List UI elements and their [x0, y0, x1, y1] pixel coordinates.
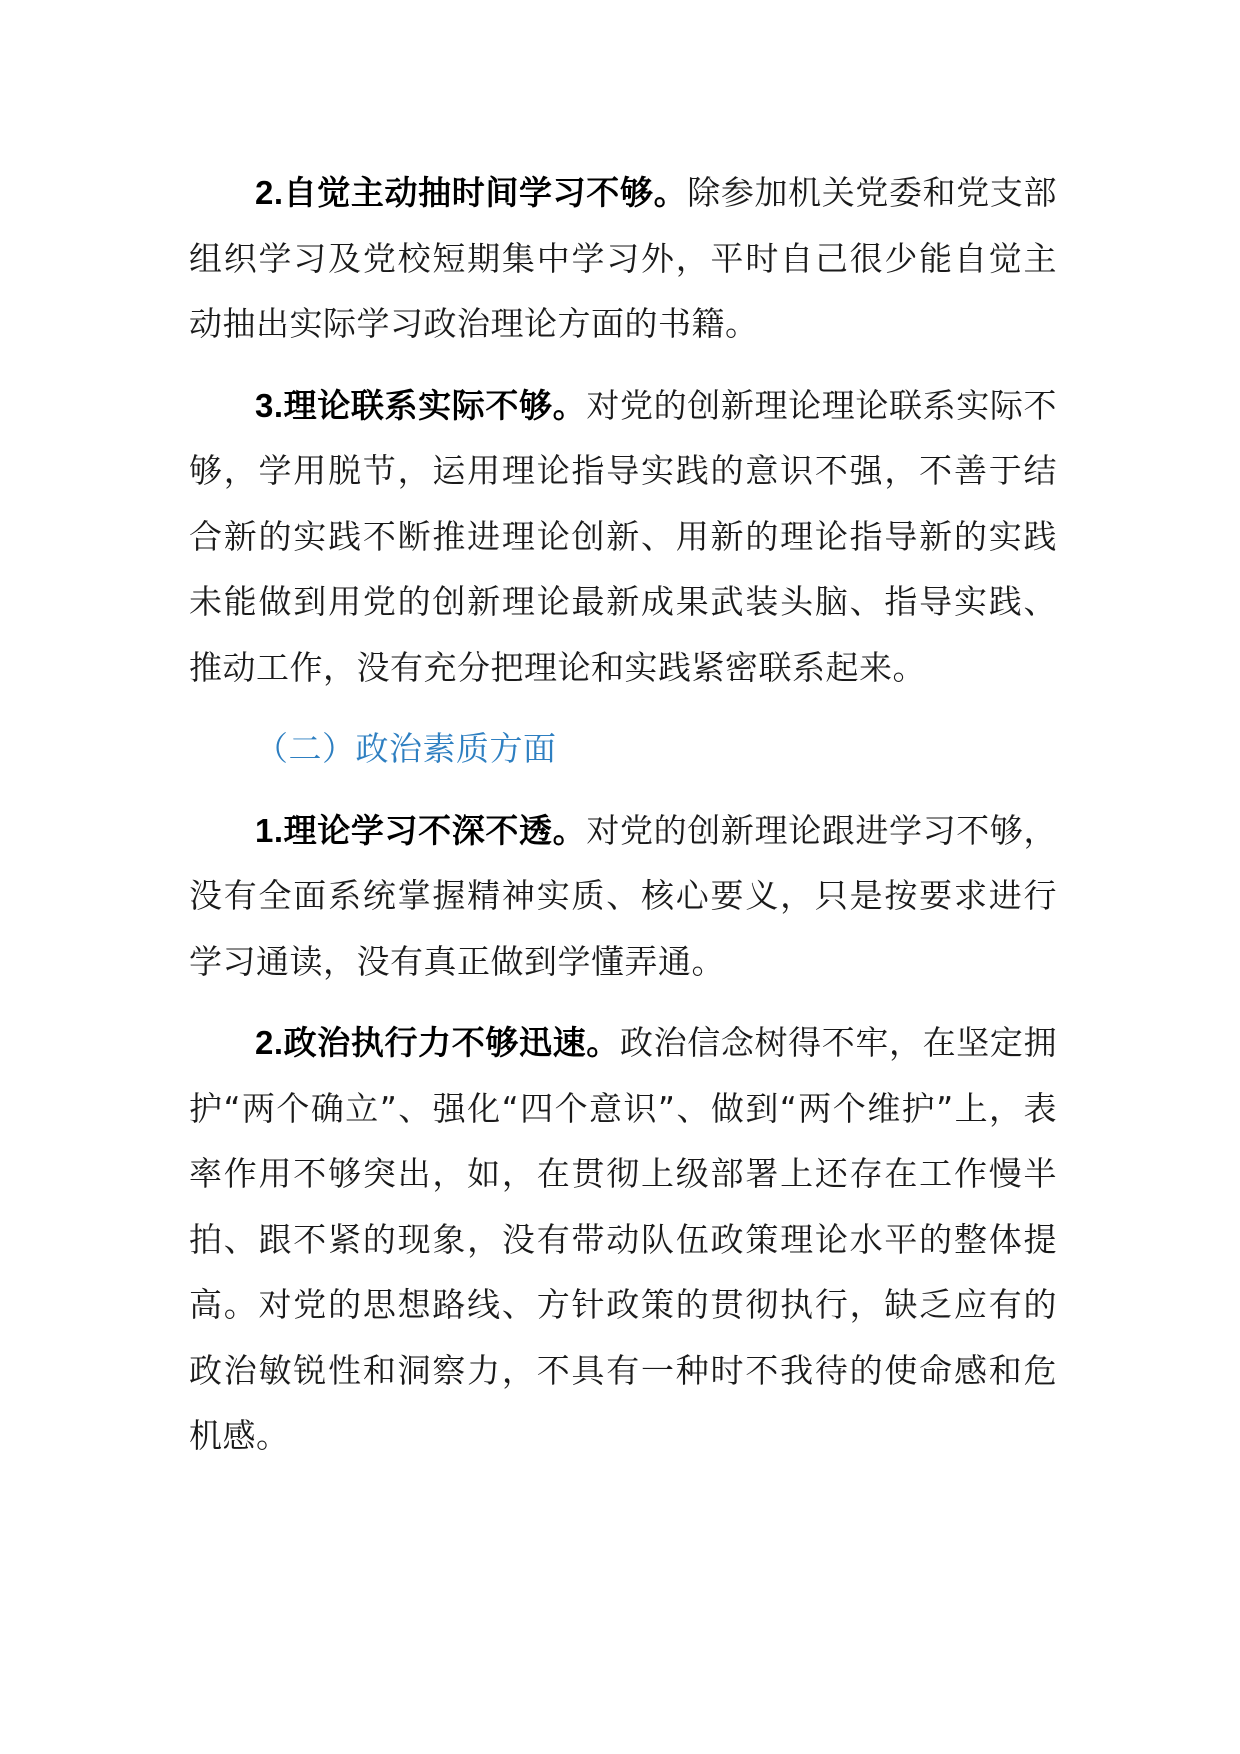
- paragraph-text: 对党的创新理论理论联系实际不够，学用脱节，运用理论指导实践的意识不强，不善于结合新的实践不断推进理论创新、用新的理论指导新的实践未能做到用党的创新理论最新成果武装头脑、指导实践、推动工作，没有充分把理论和实践紧密联系起来。: [189, 385, 1057, 687]
- paragraph-lead: 2.自觉主动抽时间学习不够。: [255, 174, 688, 211]
- paragraph-theory-practice: [189, 373, 1057, 701]
- paragraph-text: 政治信念树得不牢，在坚定拥护“两个确立”、强化“四个意识”、做到“两个维护”上，表率作用不够突出，如，在贯彻上级部署上还存在工作慢半拍、跟不紧的现象，没有带动队伍政策理论水平的整体提高。对党的思想路线、方针政策的贯彻执行，缺乏应有的政治敏锐性和洞察力，不具有一种时不我待的使命感和危机感。: [189, 1023, 1058, 1455]
- paragraph-text: 对党的创新理论跟进学习不够，没有全面系统掌握精神实质、核心要义，只是按要求进行学习通读，没有真正做到学懂弄通。: [189, 810, 1057, 981]
- paragraph-lead: 1.理论学习不深不透。: [255, 811, 587, 849]
- paragraph-self-study: [189, 160, 1057, 357]
- paragraph-theory-study: [189, 798, 1057, 995]
- paragraph-political-execution: [189, 1010, 1057, 1469]
- paragraph-lead: 2.政治执行力不够迅速。: [255, 1024, 620, 1061]
- document-body: [189, 160, 1057, 1469]
- section-heading: （二）政治素质方面: [255, 729, 557, 768]
- paragraph-lead: 3.理论联系实际不够。: [255, 386, 587, 424]
- paragraph-text: 除参加机关党委和党支部组织学习及党校短期集中学习外，平时自己很少能自觉主动抽出实际学习政治理论方面的书籍。: [189, 173, 1057, 343]
